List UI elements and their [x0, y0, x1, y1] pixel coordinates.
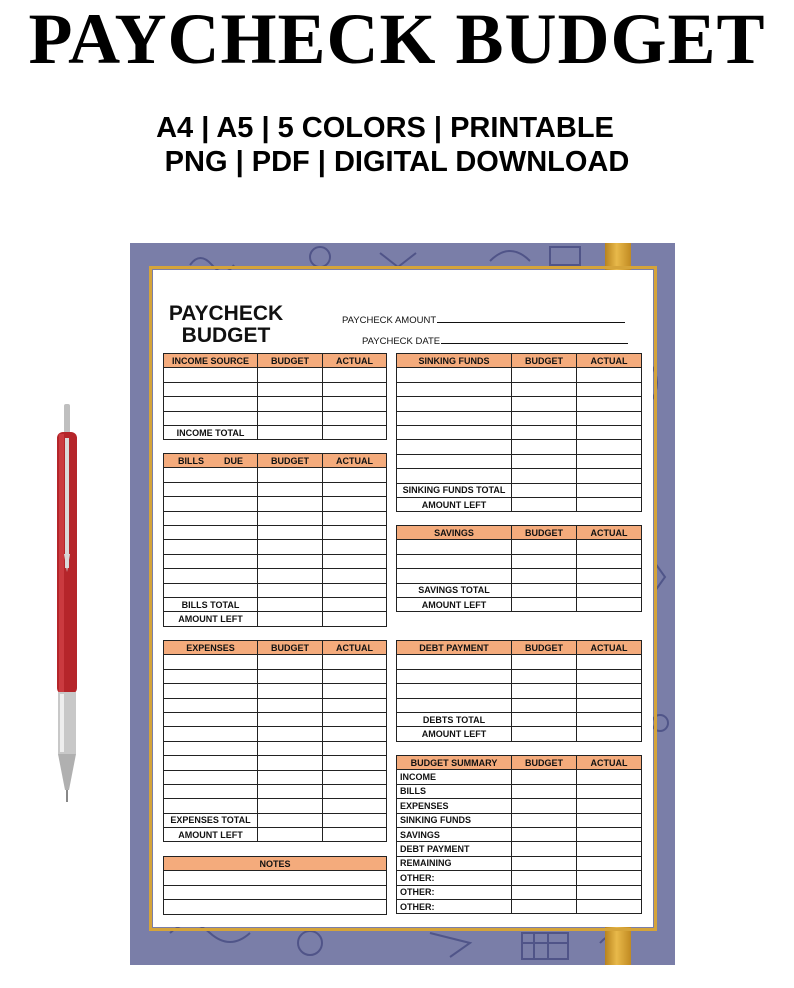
savings-total-row[interactable] [397, 583, 642, 597]
paycheck-amount-field[interactable] [342, 313, 625, 326]
bills-total-row[interactable] [164, 597, 387, 611]
table-row[interactable] [164, 583, 387, 597]
expenses-total-label: EXPENSES TOTAL [164, 813, 258, 827]
budget-header: BUDGET [512, 756, 577, 770]
summary-label: OTHER: [397, 885, 512, 899]
summary-label: OTHER: [397, 899, 512, 913]
debts-total-row[interactable] [397, 712, 642, 726]
summary-row[interactable] [397, 899, 642, 913]
budget-header: BUDGET [512, 641, 577, 655]
table-row[interactable] [164, 569, 387, 583]
summary-row[interactable] [397, 770, 642, 784]
summary-label: INCOME [397, 770, 512, 784]
summary-label: EXPENSES [397, 799, 512, 813]
pen-tip [66, 790, 68, 802]
table-row[interactable] [164, 669, 387, 683]
table-row[interactable] [164, 511, 387, 525]
bills-total-label: BILLS TOTAL [164, 597, 258, 611]
summary-row[interactable] [397, 842, 642, 856]
summary-row[interactable] [397, 813, 642, 827]
table-row[interactable] [164, 482, 387, 496]
budget-summary-header: BUDGET SUMMARY [397, 756, 512, 770]
savings-left-row[interactable] [397, 597, 642, 611]
table-row[interactable] [397, 440, 642, 454]
debt-payment-header: DEBT PAYMENT [397, 641, 512, 655]
table-row[interactable] [164, 727, 387, 741]
formats-line: A4 | A5 | 5 COLORS | PRINTABLE [156, 112, 614, 144]
table-row[interactable] [164, 655, 387, 669]
table-row[interactable] [397, 569, 642, 583]
sheet-title [167, 303, 285, 347]
table-row[interactable] [397, 382, 642, 396]
pen-highlight [59, 434, 64, 692]
actual-header: ACTUAL [577, 756, 642, 770]
summary-label: SAVINGS [397, 827, 512, 841]
paycheck-date-label: PAYCHECK DATE [362, 336, 441, 347]
pen-cone [58, 754, 76, 790]
table-row[interactable] [397, 397, 642, 411]
bills-table [163, 453, 387, 627]
amount-left-label: AMOUNT LEFT [164, 612, 258, 626]
table-row[interactable] [164, 770, 387, 784]
sinking-funds-header: SINKING FUNDS [397, 354, 512, 368]
table-row[interactable] [164, 468, 387, 482]
table-row[interactable] [164, 554, 387, 568]
amount-left-label: AMOUNT LEFT [164, 828, 258, 842]
income-total-label: INCOME TOTAL [164, 425, 258, 439]
table-row[interactable] [397, 655, 642, 669]
debts-left-row[interactable] [397, 727, 642, 741]
notes-table [163, 856, 387, 915]
actual-header: ACTUAL [323, 454, 387, 468]
pen-image [54, 404, 80, 802]
amount-left-label: AMOUNT LEFT [397, 727, 512, 741]
summary-row[interactable] [397, 871, 642, 885]
table-row[interactable] [164, 497, 387, 511]
bills-left-row[interactable] [164, 612, 387, 626]
table-row[interactable] [164, 756, 387, 770]
table-row[interactable] [164, 784, 387, 798]
summary-row[interactable] [397, 799, 642, 813]
expenses-header: EXPENSES [164, 641, 258, 655]
budget-header: BUDGET [512, 354, 577, 368]
due-label: DUE [223, 455, 243, 466]
table-row[interactable] [164, 540, 387, 554]
table-row[interactable] [397, 684, 642, 698]
expenses-total-row[interactable] [164, 813, 387, 827]
table-row[interactable] [164, 741, 387, 755]
table-row[interactable] [164, 411, 387, 425]
table-row[interactable] [164, 397, 387, 411]
pen-clip-top [64, 404, 70, 434]
notes-line[interactable] [164, 900, 387, 914]
table-row[interactable] [164, 712, 387, 726]
sinking-total-row[interactable] [397, 483, 642, 497]
savings-total-label: SAVINGS TOTAL [397, 583, 512, 597]
budget-summary-table [396, 755, 642, 914]
table-row[interactable] [397, 540, 642, 554]
table-row[interactable] [397, 454, 642, 468]
budget-header: BUDGET [258, 354, 323, 368]
expenses-table [163, 640, 387, 842]
summary-label: REMAINING [397, 856, 512, 870]
paycheck-amount-label: PAYCHECK AMOUNT [342, 315, 437, 326]
sinking-total-label: SINKING FUNDS TOTAL [397, 483, 512, 497]
sheet-title-line2: BUDGET [181, 324, 271, 347]
summary-row[interactable] [397, 885, 642, 899]
sheet-title-line1: PAYCHECK [168, 302, 284, 325]
sinking-funds-table [396, 353, 642, 512]
page-title: PAYCHECK BUDGET [28, 0, 766, 79]
savings-header: SAVINGS [397, 526, 512, 540]
actual-header: ACTUAL [577, 641, 642, 655]
budget-sheet [153, 270, 653, 927]
table-row[interactable] [397, 698, 642, 712]
table-row[interactable] [397, 469, 642, 483]
table-row[interactable] [397, 411, 642, 425]
income-table [163, 353, 387, 440]
debts-total-label: DEBTS TOTAL [397, 712, 512, 726]
table-row[interactable] [164, 382, 387, 396]
budget-header: BUDGET [258, 454, 323, 468]
table-row[interactable] [164, 799, 387, 813]
actual-header: ACTUAL [323, 354, 387, 368]
table-row[interactable] [164, 684, 387, 698]
summary-label: SINKING FUNDS [397, 813, 512, 827]
summary-row[interactable] [397, 784, 642, 798]
table-row[interactable] [164, 698, 387, 712]
income-total-row[interactable] [164, 425, 387, 439]
download-line: PNG | PDF | DIGITAL DOWNLOAD [164, 146, 630, 178]
bills-label: BILLS [177, 455, 204, 466]
summary-row[interactable] [397, 856, 642, 870]
summary-label: DEBT PAYMENT [397, 842, 512, 856]
amount-left-label: AMOUNT LEFT [397, 497, 512, 511]
actual-header: ACTUAL [577, 354, 642, 368]
budget-header: BUDGET [512, 526, 577, 540]
summary-label: OTHER: [397, 871, 512, 885]
table-row[interactable] [397, 425, 642, 439]
summary-row[interactable] [397, 827, 642, 841]
expenses-left-row[interactable] [164, 828, 387, 842]
budget-header: BUDGET [258, 641, 323, 655]
debt-payment-table [396, 640, 642, 742]
table-row[interactable] [164, 368, 387, 382]
actual-header: ACTUAL [323, 641, 387, 655]
amount-left-label: AMOUNT LEFT [397, 597, 512, 611]
notes-header: NOTES [164, 857, 387, 871]
table-row[interactable] [397, 669, 642, 683]
pen-grip-shine [60, 694, 64, 752]
savings-table [396, 525, 642, 612]
notes-line[interactable] [164, 885, 387, 899]
paycheck-date-field[interactable] [362, 334, 628, 347]
pen-clip [65, 438, 69, 568]
sinking-left-row[interactable] [397, 497, 642, 511]
notes-line[interactable] [164, 871, 387, 885]
income-source-header: INCOME SOURCE [164, 354, 258, 368]
bills-header [164, 454, 258, 468]
table-row[interactable] [397, 554, 642, 568]
actual-header: ACTUAL [577, 526, 642, 540]
summary-label: BILLS [397, 784, 512, 798]
table-row[interactable] [397, 368, 642, 382]
table-row[interactable] [164, 525, 387, 539]
